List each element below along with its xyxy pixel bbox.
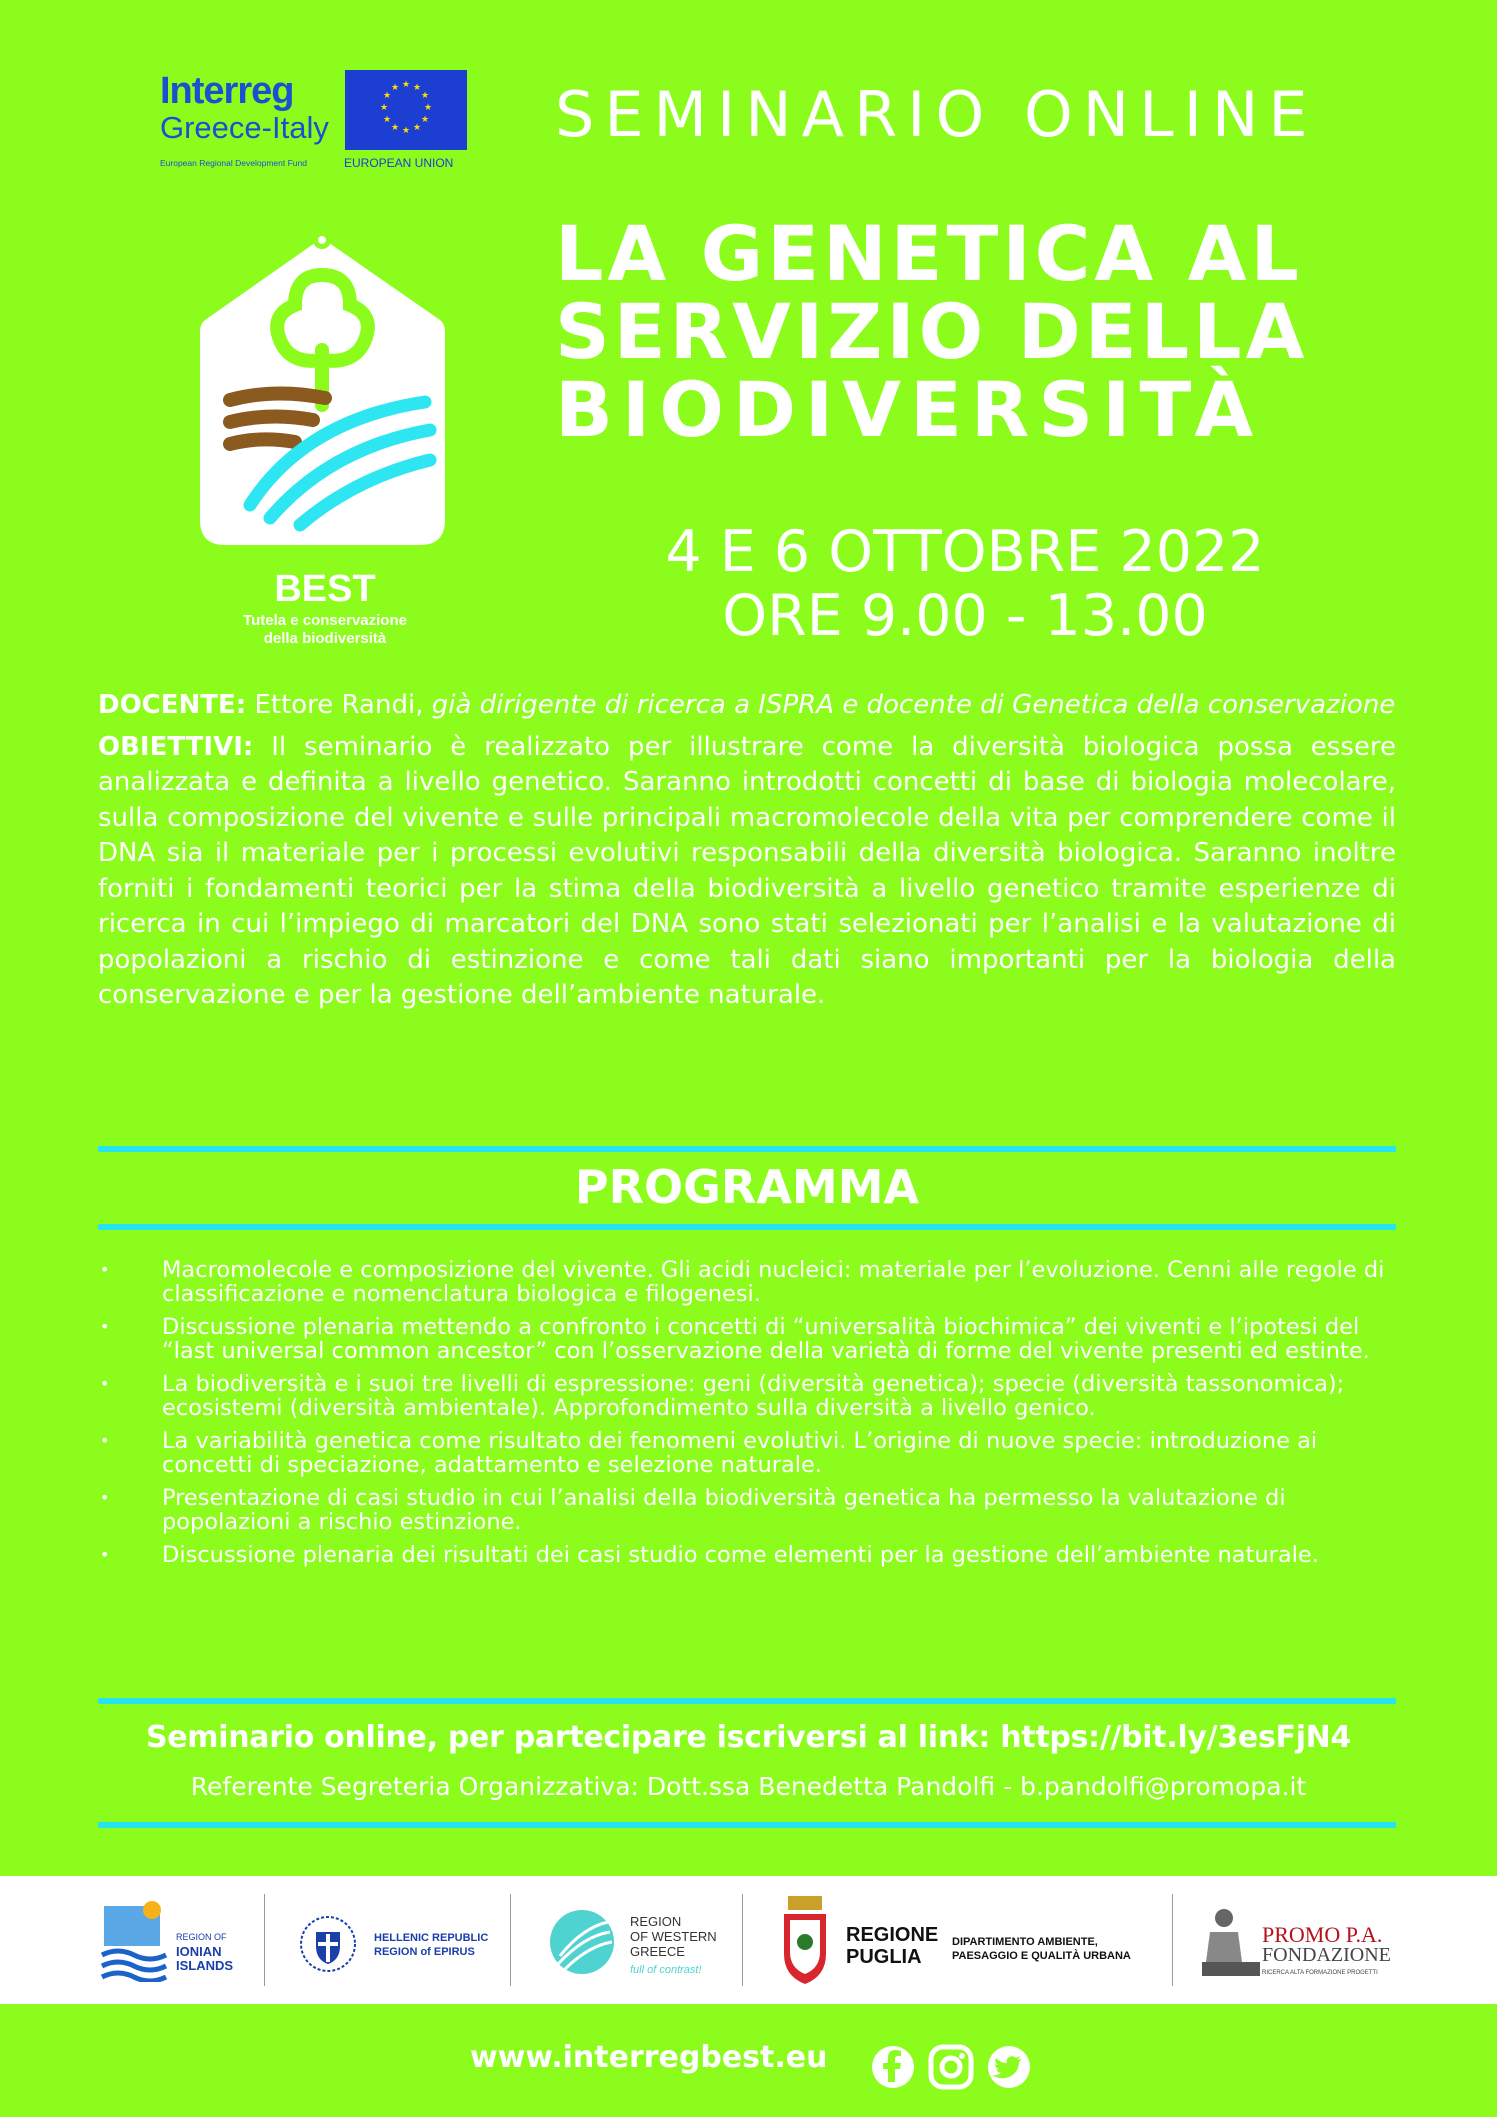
list-item <box>100 1258 1400 1306</box>
registration-link[interactable]: Seminario online, per partecipare iscriversi al link: https://bit.ly/3esFjN4 <box>145 1720 1352 1755</box>
puglia-label: PUGLIA <box>846 1946 922 1968</box>
partner-epirus <box>298 1894 498 1986</box>
promo-pa-tagline: RICERCA ALTA FORMAZIONE PROGETTI <box>1262 1970 1378 1976</box>
obiettivi-label: OBIETTIVI: <box>98 731 254 762</box>
list-item <box>100 1486 1400 1534</box>
epirus-label: HELLENIC REPUBLIC <box>374 1932 489 1944</box>
partner-divider <box>264 1894 265 1986</box>
contact-info: Referente Segreteria Organizzativa: Dott.ssa Benedetta Pandolfi - b.pandolfi@promopa.it <box>190 1772 1307 1801</box>
bullet-icon: • <box>100 1260 110 1279</box>
eu-flag-icon <box>345 70 467 150</box>
partner-divider <box>742 1894 743 1986</box>
list-item <box>100 1315 1400 1363</box>
best-tagline <box>210 612 440 648</box>
promo-pa-statue-icon <box>1202 1906 1260 1978</box>
title-line: SERVIZIO DELLA <box>555 287 1309 376</box>
svg-text:★: ★ <box>412 83 422 93</box>
description <box>98 688 1396 1014</box>
docente-label: DOCENTE: <box>98 690 247 720</box>
partner-divider <box>510 1894 511 1986</box>
date-line: 4 E 6 OTTOBRE 2022 <box>665 519 1265 585</box>
western-greece-label: REGION <box>630 1914 682 1929</box>
best-tagline-line: della biodiversità <box>263 630 387 647</box>
western-greece-label: OF WESTERN <box>630 1929 717 1944</box>
title-line: BIODIVERSITÀ <box>555 365 1263 454</box>
ionian-label: IONIAN <box>176 1944 222 1959</box>
bullet-icon: • <box>100 1431 110 1450</box>
best-name: BEST <box>274 568 376 610</box>
western-greece-logo-icon <box>548 1908 616 1976</box>
svg-text:★: ★ <box>379 103 389 113</box>
western-greece-label: GREECE <box>630 1944 685 1959</box>
epirus-label: REGION of EPIRUS <box>374 1946 475 1958</box>
bullet-icon: • <box>100 1545 110 1564</box>
svg-text:★: ★ <box>382 91 392 101</box>
ionian-label: REGION OF <box>176 1932 227 1942</box>
divider-rule <box>98 1822 1396 1828</box>
partner-divider <box>1172 1894 1173 1986</box>
list-item-text: La variabilità genetica come risultato dei fenomeni evolutivi. L’origine di nuove specie: introduzione ai concetti di speciazione, adattamento e selezione naturale. <box>162 1428 1318 1478</box>
svg-text:★: ★ <box>390 123 400 133</box>
promo-pa-name: PROMO P.A. <box>1262 1922 1383 1947</box>
svg-text:★: ★ <box>401 80 411 90</box>
ionian-label: ISLANDS <box>176 1958 234 1973</box>
svg-text:★: ★ <box>412 123 422 133</box>
list-item-text: Macromolecole e composizione del vivente. Gli acidi nucleici: materiale per l’evoluzione. Cenni alle regole di classificazione e nomenclatura biologica e filogenesi. <box>162 1257 1385 1307</box>
obiettivi-text: Il seminario è realizzato per illustrare come la diversità biologica possa essere analizzata e definita a livello genetico. Saranno introdotti concetti di base di biologia molecolare, sulla composizione del vivente e sulle principali macromolecole della vita per comprendere come il DNA sia il materiale per i processi evolutivi responsabili della diversità biologica. Saranno inoltre forniti i fondamenti teorici per la stima della biodiversità a livello genetico tramite esperienze di ricerca in cui l’impiego di marcatori del DNA sono stati selezionati per l’analisi e la valutazione di popolazioni a rischio di estinzione e come tali dati siano importanti per la biologia della conservazione e per la gestione dell’ambiente naturale. <box>98 731 1397 1010</box>
twitter-icon[interactable] <box>986 2044 1032 2090</box>
best-logo-icon <box>195 220 450 550</box>
programma-title: PROGRAMMA <box>574 1160 920 1214</box>
title-line: LA GENETICA AL <box>555 209 1303 298</box>
svg-text:★: ★ <box>382 115 392 125</box>
partners-strip <box>0 1876 1497 2004</box>
greek-emblem-icon <box>298 1914 358 1974</box>
puglia-label: REGIONE <box>846 1924 939 1946</box>
time-line: ORE 9.00 - 13.00 <box>722 583 1208 649</box>
interreg-wordmark: Interreg <box>160 70 294 112</box>
list-item <box>100 1543 1400 1567</box>
facebook-icon[interactable] <box>870 2044 916 2090</box>
promo-pa-name: FONDAZIONE <box>1262 1944 1391 1966</box>
list-item <box>100 1372 1400 1420</box>
puglia-department: PAESAGGIO E QUALITÀ URBANA <box>952 1950 1131 1962</box>
docente-description: già dirigente di ricerca a ISPRA e docente di Genetica della conservazione <box>431 690 1396 720</box>
bullet-icon: • <box>100 1317 110 1336</box>
list-item-text: Discussione plenaria dei risultati dei casi studio come elementi per la gestione dell’ambiente naturale. <box>162 1542 1319 1568</box>
docente-name: Ettore Randi, <box>254 690 424 720</box>
list-item <box>100 1429 1400 1477</box>
svg-text:★: ★ <box>420 91 430 101</box>
instagram-icon[interactable] <box>928 2044 974 2090</box>
partner-western-greece <box>548 1894 728 1986</box>
bullet-icon: • <box>100 1488 110 1507</box>
svg-text:★: ★ <box>401 126 411 136</box>
partner-ionian-islands <box>100 1894 260 1986</box>
event-format: SEMINARIO ONLINE <box>555 78 1318 151</box>
fund-label: European Regional Development Fund <box>160 158 307 168</box>
best-tagline-line: Tutela e conservazione <box>243 612 407 629</box>
ionian-islands-logo-icon <box>100 1900 168 1982</box>
partner-promo-pa <box>1202 1894 1402 1986</box>
partner-puglia <box>780 1894 1140 1986</box>
divider-rule <box>98 1224 1396 1230</box>
list-item-text: Discussione plenaria mettendo a confronto i concetti di “universalità biochimica” dei viventi e l’ipotesi del “last universal common ancestor” con l’osservazione della varietà di forme del vivente presenti ed estinte. <box>162 1314 1370 1364</box>
programma-list <box>100 1258 1400 1576</box>
svg-text:★: ★ <box>390 83 400 93</box>
interreg-program: Greece-Italy <box>160 110 329 145</box>
event-dates <box>555 520 1375 648</box>
svg-text:★: ★ <box>423 103 433 113</box>
obiettivi-paragraph <box>98 730 1396 1014</box>
western-greece-slogan: full of contrast! <box>630 1964 702 1976</box>
puglia-department: DIPARTIMENTO AMBIENTE, <box>952 1936 1098 1948</box>
puglia-coat-of-arms-icon <box>780 1894 830 1986</box>
event-title <box>555 209 1405 454</box>
interreg-logo <box>160 70 470 170</box>
divider-rule <box>98 1698 1396 1704</box>
list-item-text: La biodiversità e i suoi tre livelli di espressione: geni (diversità genetica); specie (diversità tassonomica); ecosistemi (diversità ambientale). Approfondimento sulla diversità a livello genico. <box>162 1371 1345 1421</box>
svg-text:★: ★ <box>420 115 430 125</box>
bullet-icon: • <box>100 1374 110 1393</box>
divider-rule <box>98 1146 1396 1152</box>
list-item-text: Presentazione di casi studio in cui l’analisi della biodiversità genetica ha permesso la valutazione di popolazioni a rischio estinzione. <box>162 1485 1286 1535</box>
eu-label: EUROPEAN UNION <box>344 156 454 170</box>
docente-paragraph <box>98 688 1396 724</box>
website-link[interactable]: www.interregbest.eu <box>470 2040 828 2075</box>
